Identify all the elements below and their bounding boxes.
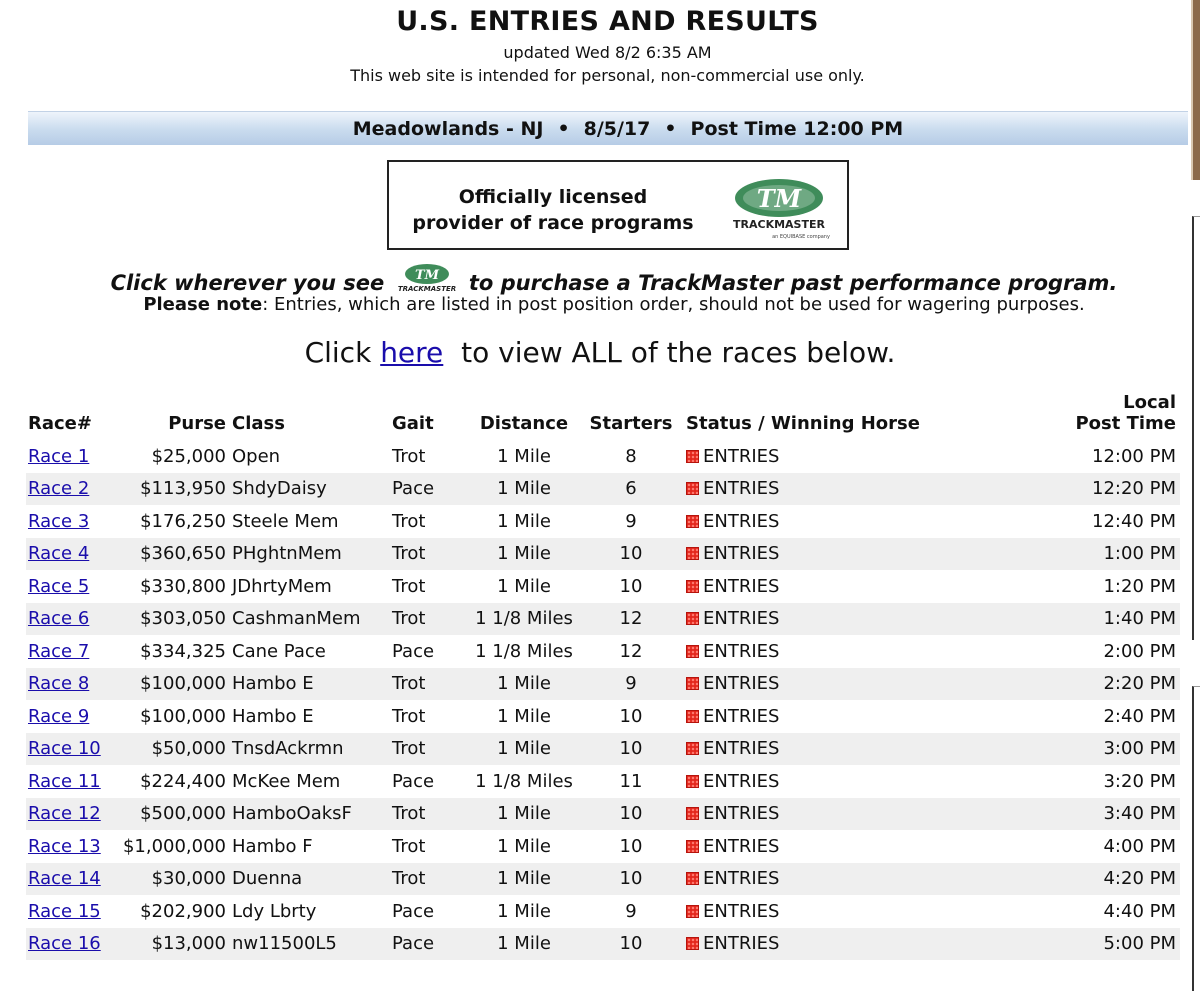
distance-cell: 1 Mile	[470, 473, 580, 506]
red-square-icon	[686, 612, 699, 625]
starters-cell: 10	[580, 733, 684, 766]
gait-cell: Pace	[390, 928, 470, 961]
class-cell: Hambo F	[232, 835, 313, 857]
status-cell	[684, 668, 954, 701]
starters-cell: 10	[619, 705, 643, 727]
status-text: ENTRIES	[703, 868, 780, 890]
gait-cell: Trot	[390, 863, 470, 896]
gait-cell: Trot	[392, 575, 426, 597]
status-text: ENTRIES	[703, 640, 780, 662]
gait-cell: Pace	[390, 473, 470, 506]
red-square-icon	[686, 710, 699, 723]
purse-cell: $360,650	[116, 538, 230, 571]
starters-cell: 10	[580, 863, 684, 896]
post-time-cell: 2:40 PM	[1103, 705, 1176, 727]
post-time-cell: 2:20 PM	[954, 668, 1180, 701]
logo-mark: TM	[756, 184, 802, 213]
header-post-time: Local Post Time	[1075, 392, 1176, 434]
race-link-cell	[26, 700, 116, 733]
status-cell	[684, 538, 954, 571]
starters-cell: 8	[625, 445, 637, 467]
class-cell: nw11500L5	[230, 928, 390, 961]
race-link[interactable]: Race 3	[28, 510, 90, 532]
adjacent-panel-edge	[1192, 686, 1200, 991]
distance-cell: 1 1/8 Miles	[470, 603, 580, 636]
table-row	[26, 700, 1180, 733]
table-row	[26, 863, 1180, 896]
status-cell	[684, 570, 954, 603]
status-text: ENTRIES	[703, 673, 780, 695]
gait-cell: Pace	[392, 640, 435, 662]
race-link[interactable]: Race 2	[28, 478, 90, 500]
please-note-text: : Entries, which are listed in post position order, should not be used for wagering purposes.	[262, 294, 1085, 315]
purse-cell: $50,000	[116, 733, 230, 766]
purse-cell: $500,000	[116, 798, 230, 831]
purchase-instruction	[0, 262, 1200, 295]
distance-cell: 1 Mile	[497, 575, 551, 597]
purchase-text-after: to purchase a TrackMaster past performance program.	[468, 271, 1118, 295]
post-time-cell: 1:40 PM	[954, 603, 1180, 636]
trackmaster-inline-icon	[396, 262, 458, 294]
post-time-cell: 2:00 PM	[1103, 640, 1176, 662]
red-square-icon	[686, 515, 699, 528]
wagering-note	[0, 294, 1200, 315]
header-gait: Gait	[392, 413, 434, 434]
purse-cell: $176,250	[140, 510, 226, 532]
click-all-before: Click	[304, 336, 372, 369]
starters-cell: 9	[625, 510, 637, 532]
gait-cell: Trot	[392, 835, 426, 857]
status-text: ENTRIES	[703, 445, 780, 467]
status-cell	[684, 635, 954, 668]
table-row	[26, 733, 1180, 766]
status-text: ENTRIES	[703, 900, 780, 922]
gait-cell: Trot	[392, 445, 426, 467]
status-text: ENTRIES	[703, 575, 780, 597]
purse-cell: $303,050	[116, 603, 230, 636]
race-link-cell	[26, 863, 116, 896]
purse-cell: $30,000	[116, 863, 230, 896]
post-time-cell: 12:00 PM	[1092, 445, 1176, 467]
red-square-icon	[686, 872, 699, 885]
table-row	[26, 928, 1180, 961]
distance-cell: 1 Mile	[470, 668, 580, 701]
race-link-cell	[26, 473, 116, 506]
status-cell	[684, 473, 954, 506]
race-link[interactable]: Race 9	[28, 705, 90, 727]
status-cell	[684, 603, 954, 636]
please-note-label: Please note	[143, 294, 263, 315]
header-starters: Starters	[589, 413, 673, 434]
distance-cell: 1 Mile	[497, 705, 551, 727]
gait-cell: Trot	[390, 733, 470, 766]
class-cell: TnsdAckrmn	[230, 733, 390, 766]
status-cell	[684, 505, 954, 538]
starters-cell: 12	[580, 603, 684, 636]
red-square-icon	[686, 775, 699, 788]
table-row	[26, 895, 1180, 928]
race-link[interactable]: Race 4	[28, 543, 90, 565]
purse-cell: $224,400	[140, 770, 226, 792]
bullet-separator: •	[557, 118, 570, 140]
class-cell: Hambo E	[232, 705, 314, 727]
class-cell: Hambo E	[230, 668, 390, 701]
distance-cell: 1 Mile	[470, 798, 580, 831]
starters-cell: 10	[580, 928, 684, 961]
status-text: ENTRIES	[703, 835, 780, 857]
distance-cell: 1 Mile	[470, 538, 580, 571]
table-row	[26, 440, 1180, 473]
post-time-cell: 3:40 PM	[954, 798, 1180, 831]
starters-cell: 10	[619, 575, 643, 597]
view-all-link[interactable]: here	[380, 336, 444, 369]
race-date: 8/5/17	[583, 118, 651, 140]
trackmaster-logo	[719, 176, 839, 242]
races-table	[26, 378, 1180, 960]
status-text: ENTRIES	[703, 933, 780, 955]
table-row	[26, 603, 1180, 636]
table-row	[26, 765, 1180, 798]
status-text: ENTRIES	[703, 738, 780, 760]
class-cell: Duenna	[230, 863, 390, 896]
gait-cell: Trot	[390, 798, 470, 831]
status-cell	[684, 765, 954, 798]
race-link-cell	[26, 603, 116, 636]
gait-cell: Trot	[392, 510, 426, 532]
class-cell: PHghtnMem	[230, 538, 390, 571]
distance-cell: 1 Mile	[497, 445, 551, 467]
race-link-cell	[26, 895, 116, 928]
post-time-cell: 4:40 PM	[1103, 900, 1176, 922]
gait-cell: Trot	[390, 668, 470, 701]
click-all-after: to view ALL of the races below.	[461, 336, 896, 369]
purse-cell: $330,800	[140, 575, 226, 597]
status-text: ENTRIES	[703, 510, 780, 532]
distance-cell: 1 Mile	[470, 863, 580, 896]
post-time-cell: 12:40 PM	[1092, 510, 1176, 532]
post-time-cell: 12:20 PM	[954, 473, 1180, 506]
class-cell: CashmanMem	[230, 603, 390, 636]
distance-cell: 1 Mile	[470, 733, 580, 766]
header-class: Class	[232, 413, 285, 434]
table-row	[26, 570, 1180, 603]
race-link[interactable]: Race 13	[28, 835, 101, 857]
race-link[interactable]: Race 12	[28, 803, 101, 825]
purchase-text-before: Click wherever you see	[110, 271, 385, 295]
licensed-provider-banner[interactable]	[387, 160, 849, 250]
red-square-icon	[686, 840, 699, 853]
race-link[interactable]: Race 7	[28, 640, 90, 662]
purse-cell: $13,000	[116, 928, 230, 961]
race-link-cell	[26, 830, 116, 863]
race-link[interactable]: Race 16	[28, 933, 101, 955]
post-time-cell: 3:20 PM	[1103, 770, 1176, 792]
race-link-cell	[26, 538, 116, 571]
adjacent-panel-edge	[1192, 216, 1200, 640]
status-cell	[684, 928, 954, 961]
red-square-icon	[686, 645, 699, 658]
post-time-cell: 1:20 PM	[1103, 575, 1176, 597]
red-square-icon	[686, 547, 699, 560]
class-cell: Cane Pace	[232, 640, 326, 662]
status-cell	[684, 440, 954, 473]
table-row	[26, 505, 1180, 538]
starters-cell: 10	[580, 538, 684, 571]
red-square-icon	[686, 450, 699, 463]
header-purse: Purse	[168, 413, 226, 434]
distance-cell: 1 1/8 Miles	[475, 770, 573, 792]
gait-cell: Pace	[392, 770, 435, 792]
table-header-row	[26, 378, 1180, 440]
distance-cell: 1 Mile	[497, 510, 551, 532]
race-link-cell	[26, 440, 116, 473]
race-link-cell	[26, 928, 116, 961]
starters-cell: 10	[580, 798, 684, 831]
header-status: Status / Winning Horse	[686, 413, 920, 434]
header-race: Race#	[28, 413, 92, 434]
red-square-icon	[686, 742, 699, 755]
status-cell	[684, 798, 954, 831]
banner-text	[403, 184, 703, 236]
distance-cell: 1 Mile	[497, 900, 551, 922]
post-time-cell: 4:20 PM	[954, 863, 1180, 896]
status-text: ENTRIES	[703, 543, 780, 565]
starters-cell: 10	[619, 835, 643, 857]
distance-cell: 1 1/8 Miles	[475, 640, 573, 662]
purse-cell: $334,325	[140, 640, 226, 662]
gait-cell: Trot	[392, 705, 426, 727]
red-square-icon	[686, 807, 699, 820]
view-all-races	[0, 336, 1200, 369]
class-cell: HamboOaksF	[230, 798, 390, 831]
gait-cell: Trot	[390, 538, 470, 571]
red-square-icon	[686, 482, 699, 495]
race-link[interactable]: Race 1	[28, 445, 90, 467]
updated-timestamp: updated Wed 8/2 6:35 AM	[503, 43, 712, 62]
status-cell	[684, 863, 954, 896]
race-link[interactable]: Race 15	[28, 900, 101, 922]
track-name: Meadowlands - NJ	[352, 118, 544, 140]
post-time-cell: 4:00 PM	[1103, 835, 1176, 857]
race-link[interactable]: Race 6	[28, 608, 90, 630]
usage-notice: This web site is intended for personal, non-commercial use only.	[350, 66, 865, 85]
table-row	[26, 473, 1180, 506]
bullet-separator: •	[664, 118, 677, 140]
post-time-cell: 3:00 PM	[954, 733, 1180, 766]
race-link-cell	[26, 765, 116, 798]
track-info-bar	[28, 111, 1188, 145]
race-link-cell	[26, 668, 116, 701]
class-cell: JDhrtyMem	[232, 575, 332, 597]
class-cell: McKee Mem	[232, 770, 341, 792]
race-link[interactable]: Race 10	[28, 738, 101, 760]
race-link-cell	[26, 505, 116, 538]
status-text: ENTRIES	[703, 705, 780, 727]
banner-line-2: provider of race programs	[412, 212, 694, 234]
class-cell: Ldy Lbrty	[232, 900, 317, 922]
starters-cell: 12	[619, 640, 643, 662]
svg-text:TM: TM	[414, 268, 439, 283]
status-text: ENTRIES	[703, 803, 780, 825]
class-cell: ShdyDaisy	[230, 473, 390, 506]
starters-cell: 11	[619, 770, 643, 792]
race-link-cell	[26, 570, 116, 603]
starters-cell: 9	[580, 668, 684, 701]
adjacent-window-edge	[1191, 0, 1200, 180]
purse-cell: $113,950	[116, 473, 230, 506]
starters-cell: 6	[580, 473, 684, 506]
gait-cell: Pace	[392, 900, 435, 922]
table-row	[26, 538, 1180, 571]
status-text: ENTRIES	[703, 770, 780, 792]
svg-text:TRACKMASTER: TRACKMASTER	[397, 285, 456, 293]
race-link[interactable]: Race 5	[28, 575, 90, 597]
purse-cell: $25,000	[151, 445, 226, 467]
race-link[interactable]: Race 8	[28, 673, 90, 695]
race-link[interactable]: Race 11	[28, 770, 101, 792]
red-square-icon	[686, 677, 699, 690]
status-cell	[684, 733, 954, 766]
purse-cell: $100,000	[140, 705, 226, 727]
post-time-cell: 1:00 PM	[954, 538, 1180, 571]
banner-line-1: Officially licensed	[458, 186, 648, 208]
red-square-icon	[686, 937, 699, 950]
table-row	[26, 830, 1180, 863]
class-cell: Steele Mem	[232, 510, 339, 532]
race-link-cell	[26, 798, 116, 831]
gait-cell: Trot	[390, 603, 470, 636]
race-link-cell	[26, 635, 116, 668]
post-time-cell: 5:00 PM	[954, 928, 1180, 961]
red-square-icon	[686, 580, 699, 593]
logo-sub: an EQUIBASE company	[772, 234, 830, 240]
race-link[interactable]: Race 14	[28, 868, 101, 890]
red-square-icon	[686, 905, 699, 918]
status-cell	[684, 700, 954, 733]
table-row	[26, 798, 1180, 831]
table-row	[26, 635, 1180, 668]
purse-cell: $1,000,000	[122, 835, 226, 857]
header-distance: Distance	[479, 413, 569, 434]
class-cell: Open	[232, 445, 281, 467]
distance-cell: 1 Mile	[470, 928, 580, 961]
status-text: ENTRIES	[703, 478, 780, 500]
starters-cell: 9	[625, 900, 637, 922]
logo-brand: TRACKMASTER	[733, 218, 825, 231]
table-row	[26, 668, 1180, 701]
status-cell	[684, 830, 954, 863]
race-link-cell	[26, 733, 116, 766]
status-cell	[684, 895, 954, 928]
purse-cell: $202,900	[140, 900, 226, 922]
post-time: Post Time 12:00 PM	[690, 118, 904, 140]
distance-cell: 1 Mile	[497, 835, 551, 857]
page-title: U.S. ENTRIES AND RESULTS	[396, 6, 819, 37]
purse-cell: $100,000	[116, 668, 230, 701]
status-text: ENTRIES	[703, 608, 780, 630]
